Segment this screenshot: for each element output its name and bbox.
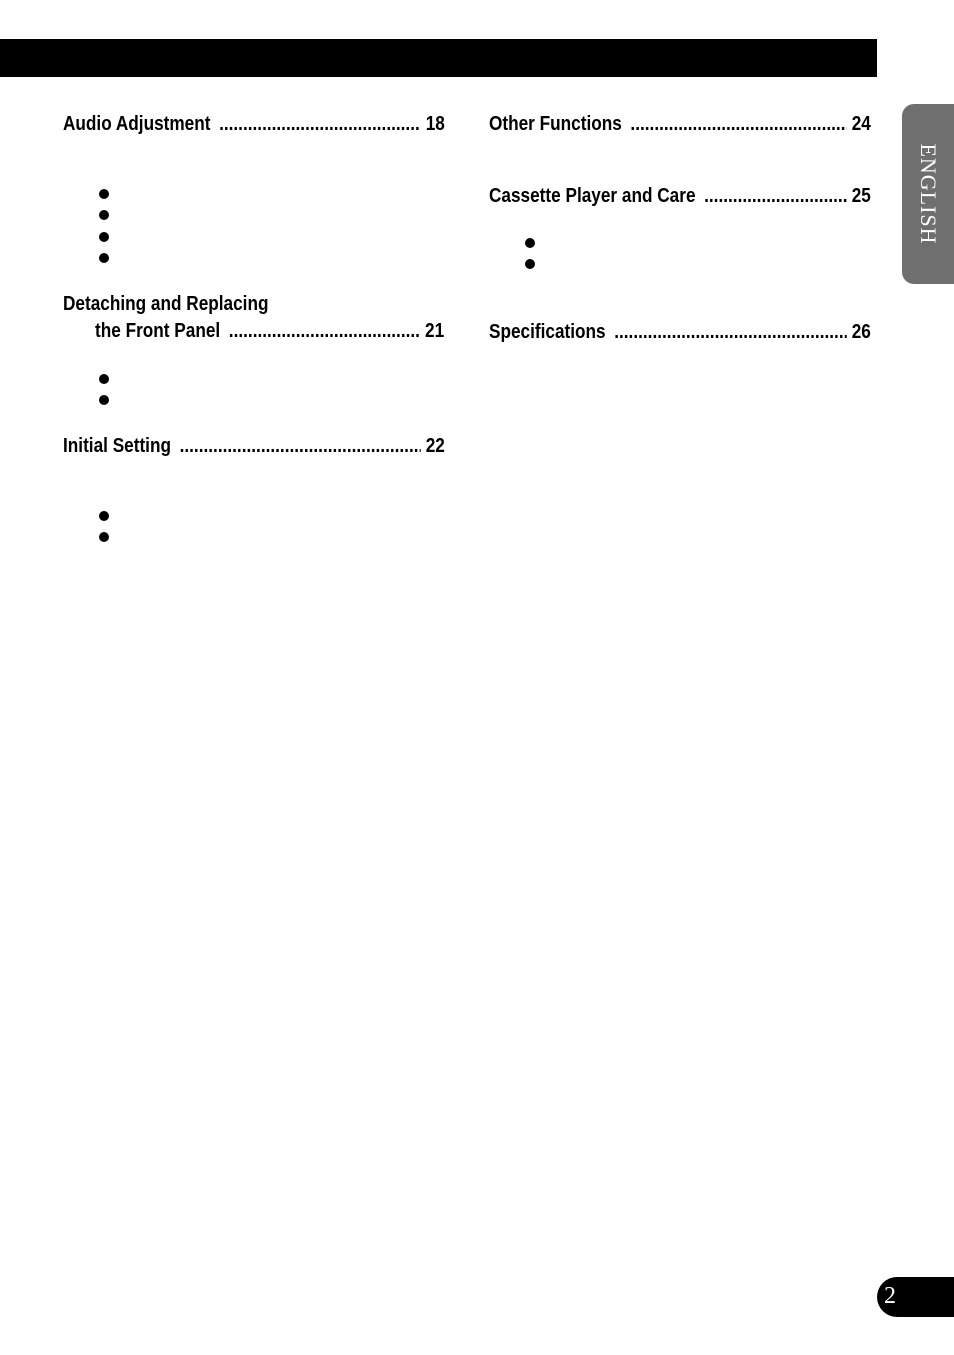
toc-entry-title-line1[interactable]: Detaching and Replacing bbox=[63, 293, 269, 315]
bullet-icon bbox=[99, 232, 109, 242]
bullet-icon bbox=[99, 532, 109, 542]
toc-entry-page: 21 bbox=[425, 320, 445, 342]
toc-leader-dots bbox=[180, 434, 421, 458]
bullet-icon bbox=[99, 395, 109, 405]
toc-leader-dots bbox=[614, 320, 846, 344]
bullet-icon bbox=[99, 374, 109, 384]
toc-leader-dots bbox=[229, 319, 420, 343]
toc-entry-title: Specifications bbox=[489, 321, 606, 343]
toc-entry-title: Initial Setting bbox=[63, 435, 171, 457]
toc-entry-title: Cassette Player and Care bbox=[489, 185, 696, 207]
toc-entry-page: 25 bbox=[851, 185, 871, 207]
bullet-icon bbox=[525, 238, 535, 248]
toc-entry-page: 26 bbox=[851, 321, 871, 343]
bullet-icon bbox=[99, 511, 109, 521]
language-tab-label: ENGLISH bbox=[916, 143, 941, 245]
toc-entry-page: 22 bbox=[425, 435, 445, 457]
toc-leader-dots bbox=[630, 112, 846, 136]
language-tab[interactable] bbox=[902, 104, 954, 284]
bullet-icon bbox=[99, 210, 109, 220]
bullet-icon bbox=[99, 253, 109, 263]
toc-entry-initial-setting[interactable] bbox=[63, 434, 445, 458]
toc-entry-page: 24 bbox=[851, 113, 871, 135]
toc-leader-dots bbox=[704, 184, 846, 208]
toc-entry-title: the Front Panel bbox=[95, 320, 221, 342]
header-bar bbox=[0, 39, 877, 77]
toc-entry-page: 18 bbox=[425, 113, 445, 135]
toc-entry-title: Audio Adjustment bbox=[63, 113, 211, 135]
bullet-icon bbox=[99, 189, 109, 199]
toc-leader-dots bbox=[219, 112, 420, 136]
bullet-icon bbox=[525, 259, 535, 269]
toc-entry-audio-adjustment[interactable] bbox=[63, 112, 445, 136]
toc-entry-specifications[interactable] bbox=[489, 320, 871, 344]
toc-entry-title: Other Functions bbox=[489, 113, 622, 135]
toc-entry-cassette-player[interactable] bbox=[489, 184, 871, 208]
toc-entry-other-functions[interactable] bbox=[489, 112, 871, 136]
toc-entry-front-panel[interactable] bbox=[95, 319, 444, 343]
page-number: 2 bbox=[884, 1283, 896, 1309]
